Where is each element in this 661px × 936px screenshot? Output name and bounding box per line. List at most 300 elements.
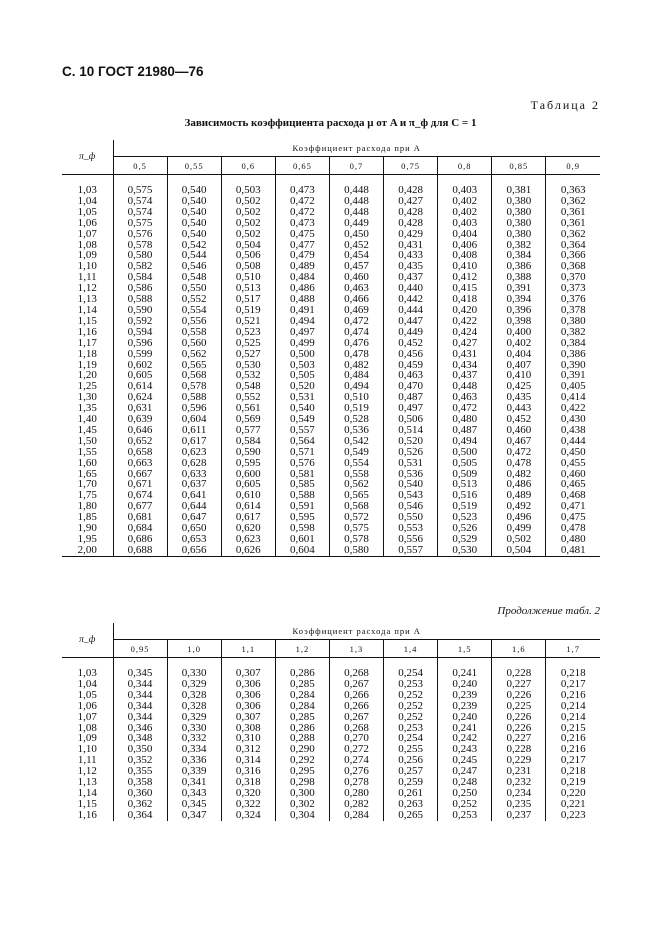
value-cell: 0,472 xyxy=(438,403,492,414)
value-cell: 0,480 xyxy=(546,534,600,545)
row-label-cell: 1,08 xyxy=(62,240,113,251)
value-cell: 0,580 xyxy=(127,249,153,262)
value-cell: 0,268 xyxy=(329,668,383,679)
value-cell: 0,425 xyxy=(492,381,546,392)
value-cell: 0,653 xyxy=(167,534,221,545)
table-row xyxy=(62,218,600,229)
column-header-row xyxy=(62,157,600,175)
value-cell: 0,428 xyxy=(384,185,438,196)
value-cell: 0,330 xyxy=(167,723,221,734)
data-table-2 xyxy=(62,623,600,821)
value-cell: 0,544 xyxy=(167,250,221,261)
value-cell: 0,240 xyxy=(438,712,492,723)
value-cell: 0,475 xyxy=(546,512,600,523)
row-label-cell: 1,25 xyxy=(62,381,113,392)
row-label-cell: 1,03 xyxy=(62,668,113,679)
value-cell: 0,257 xyxy=(384,766,438,777)
value-cell: 0,510 xyxy=(221,272,275,283)
value-cell: 0,523 xyxy=(438,512,492,523)
value-cell: 0,345 xyxy=(167,799,221,810)
value-cell: 0,400 xyxy=(492,327,546,338)
value-cell: 0,247 xyxy=(438,766,492,777)
value-cell: 0,298 xyxy=(275,777,329,788)
value-cell: 0,639 xyxy=(127,413,153,426)
value-cell: 0,241 xyxy=(438,668,492,679)
value-cell: 0,418 xyxy=(438,294,492,305)
value-cell: 0,320 xyxy=(221,788,275,799)
value-cell: 0,548 xyxy=(221,381,275,392)
value-cell: 0,519 xyxy=(221,305,275,316)
value-cell: 0,390 xyxy=(546,360,600,371)
row-label-cell: 1,16 xyxy=(62,810,113,821)
row-header: π_ф xyxy=(62,140,113,175)
value-cell: 0,549 xyxy=(329,447,383,458)
value-cell: 0,428 xyxy=(384,207,438,218)
value-cell: 0,500 xyxy=(275,349,329,360)
row-label-cell: 1,65 xyxy=(62,469,113,480)
value-cell: 0,536 xyxy=(329,425,383,436)
value-cell: 0,469 xyxy=(329,305,383,316)
value-cell: 0,347 xyxy=(167,810,221,821)
value-cell: 0,487 xyxy=(438,425,492,436)
value-cell: 0,261 xyxy=(384,788,438,799)
value-cell: 0,386 xyxy=(492,261,546,272)
row-label-cell: 1,60 xyxy=(62,458,113,469)
value-cell: 0,565 xyxy=(329,490,383,501)
value-cell: 0,472 xyxy=(492,447,546,458)
value-cell: 0,330 xyxy=(167,668,221,679)
value-cell: 0,388 xyxy=(492,272,546,283)
table-row xyxy=(62,458,600,469)
value-cell: 0,245 xyxy=(438,755,492,766)
value-cell: 0,259 xyxy=(384,777,438,788)
value-cell: 0,546 xyxy=(384,501,438,512)
value-cell: 0,466 xyxy=(329,294,383,305)
value-cell: 0,505 xyxy=(275,370,329,381)
value-cell: 0,489 xyxy=(275,261,329,272)
value-cell: 0,378 xyxy=(546,305,600,316)
value-cell: 0,450 xyxy=(329,229,383,240)
value-cell: 0,586 xyxy=(127,282,153,295)
value-cell: 0,428 xyxy=(384,218,438,229)
value-cell: 0,484 xyxy=(329,370,383,381)
value-cell: 0,382 xyxy=(546,327,600,338)
row-label-cell: 1,90 xyxy=(62,523,113,534)
value-cell: 0,617 xyxy=(167,436,221,447)
value-cell: 0,494 xyxy=(275,316,329,327)
column-header: 1,6 xyxy=(492,640,546,658)
value-cell: 0,285 xyxy=(275,712,329,723)
value-cell: 0,497 xyxy=(384,403,438,414)
row-label-cell: 1,18 xyxy=(62,349,113,360)
row-label-cell: 1,80 xyxy=(62,501,113,512)
value-cell: 0,328 xyxy=(167,701,221,712)
value-cell: 0,226 xyxy=(492,723,546,734)
row-label-cell: 1,05 xyxy=(62,207,113,218)
value-cell: 0,575 xyxy=(329,523,383,534)
value-cell: 0,448 xyxy=(329,207,383,218)
value-cell: 0,456 xyxy=(384,349,438,360)
value-cell: 0,454 xyxy=(329,250,383,261)
value-cell: 0,368 xyxy=(546,261,600,272)
row-label-cell: 1,55 xyxy=(62,447,113,458)
value-cell: 0,595 xyxy=(221,458,275,469)
value-cell: 0,265 xyxy=(384,810,438,821)
row-label-cell: 1,75 xyxy=(62,490,113,501)
value-cell: 0,526 xyxy=(438,523,492,534)
value-cell: 0,402 xyxy=(492,338,546,349)
value-cell: 0,472 xyxy=(329,316,383,327)
value-cell: 0,468 xyxy=(546,490,600,501)
table-row xyxy=(62,545,600,556)
value-cell: 0,424 xyxy=(438,327,492,338)
value-cell: 0,562 xyxy=(329,479,383,490)
column-header: 0,5 xyxy=(113,157,167,175)
value-cell: 0,471 xyxy=(546,501,600,512)
value-cell: 0,584 xyxy=(127,271,153,284)
row-label-cell: 1,15 xyxy=(62,316,113,327)
value-cell: 0,556 xyxy=(384,534,438,545)
value-cell: 0,568 xyxy=(329,501,383,512)
value-cell: 0,519 xyxy=(329,403,383,414)
row-label-cell: 1,04 xyxy=(62,196,113,207)
row-label-cell: 1,11 xyxy=(62,272,113,283)
value-cell: 0,276 xyxy=(329,766,383,777)
group-header: Коэффициент расхода при A xyxy=(113,623,600,640)
value-cell: 0,588 xyxy=(127,293,153,306)
value-cell: 0,476 xyxy=(329,338,383,349)
row-label-cell: 1,13 xyxy=(62,777,113,788)
value-cell: 0,520 xyxy=(275,381,329,392)
row-label-cell: 1,35 xyxy=(62,403,113,414)
value-cell: 0,492 xyxy=(492,501,546,512)
value-cell: 0,674 xyxy=(127,489,153,502)
value-cell: 0,361 xyxy=(546,207,600,218)
column-header: 0,9 xyxy=(546,157,600,175)
value-cell: 0,620 xyxy=(221,523,275,534)
value-cell: 0,332 xyxy=(167,733,221,744)
value-cell: 0,306 xyxy=(221,679,275,690)
value-cell: 0,380 xyxy=(546,316,600,327)
value-cell: 0,412 xyxy=(438,272,492,283)
value-cell: 0,267 xyxy=(329,679,383,690)
column-header: 1,7 xyxy=(546,640,600,658)
value-cell: 0,513 xyxy=(221,283,275,294)
value-cell: 0,686 xyxy=(127,533,153,545)
value-cell: 0,350 xyxy=(127,743,153,756)
value-cell: 0,652 xyxy=(127,434,153,447)
value-cell: 0,328 xyxy=(167,690,221,701)
value-cell: 0,448 xyxy=(329,196,383,207)
value-cell: 0,677 xyxy=(127,500,153,513)
table-title: Зависимость коэффициента расхода μ от A и π_ф для C = 1 xyxy=(184,117,477,129)
value-cell: 0,604 xyxy=(275,545,329,556)
value-cell: 0,408 xyxy=(438,250,492,261)
value-cell: 0,410 xyxy=(438,261,492,272)
value-cell: 0,506 xyxy=(221,250,275,261)
value-cell: 0,254 xyxy=(384,733,438,744)
value-cell: 0,481 xyxy=(546,545,600,556)
value-cell: 0,576 xyxy=(127,227,153,240)
value-cell: 0,422 xyxy=(438,316,492,327)
value-cell: 0,569 xyxy=(221,414,275,425)
value-cell: 0,502 xyxy=(221,196,275,207)
value-cell: 0,252 xyxy=(384,712,438,723)
value-cell: 0,594 xyxy=(127,325,153,338)
value-cell: 0,578 xyxy=(329,534,383,545)
row-label-cell: 1,15 xyxy=(62,799,113,810)
value-cell: 0,286 xyxy=(275,723,329,734)
value-cell: 0,467 xyxy=(492,436,546,447)
value-cell: 0,491 xyxy=(275,305,329,316)
value-cell: 0,482 xyxy=(329,360,383,371)
value-cell: 0,274 xyxy=(329,755,383,766)
row-label-cell: 1,08 xyxy=(62,723,113,734)
value-cell: 0,300 xyxy=(275,788,329,799)
value-cell: 0,272 xyxy=(329,744,383,755)
column-header: 0,6 xyxy=(221,157,275,175)
value-cell: 0,438 xyxy=(546,425,600,436)
column-header: 1,2 xyxy=(275,640,329,658)
table-row xyxy=(62,701,600,712)
value-cell: 0,221 xyxy=(546,799,600,810)
value-cell: 0,448 xyxy=(329,185,383,196)
value-cell: 0,427 xyxy=(438,338,492,349)
row-label-cell: 2,00 xyxy=(62,545,113,556)
value-cell: 0,403 xyxy=(438,185,492,196)
value-cell: 0,605 xyxy=(221,479,275,490)
value-cell: 0,549 xyxy=(275,414,329,425)
value-cell: 0,286 xyxy=(275,668,329,679)
value-cell: 0,234 xyxy=(492,788,546,799)
value-cell: 0,553 xyxy=(384,523,438,534)
value-cell: 0,482 xyxy=(492,469,546,480)
value-cell: 0,266 xyxy=(329,701,383,712)
value-cell: 0,216 xyxy=(546,733,600,744)
value-cell: 0,290 xyxy=(275,744,329,755)
value-cell: 0,623 xyxy=(221,534,275,545)
value-cell: 0,478 xyxy=(329,349,383,360)
value-cell: 0,540 xyxy=(167,196,221,207)
column-header: 1,5 xyxy=(438,640,492,658)
value-cell: 0,528 xyxy=(329,414,383,425)
value-cell: 0,355 xyxy=(127,765,153,778)
value-cell: 0,284 xyxy=(329,810,383,821)
value-cell: 0,472 xyxy=(275,196,329,207)
value-cell: 0,516 xyxy=(438,490,492,501)
value-cell: 0,574 xyxy=(127,205,153,218)
value-cell: 0,447 xyxy=(384,316,438,327)
value-cell: 0,427 xyxy=(384,196,438,207)
row-label-cell: 1,16 xyxy=(62,327,113,338)
value-cell: 0,457 xyxy=(329,261,383,272)
value-cell: 0,623 xyxy=(167,447,221,458)
row-label-cell: 1,09 xyxy=(62,250,113,261)
value-cell: 0,542 xyxy=(329,436,383,447)
row-label-cell: 1,04 xyxy=(62,679,113,690)
value-cell: 0,435 xyxy=(384,261,438,272)
value-cell: 0,344 xyxy=(127,677,153,690)
value-cell: 0,503 xyxy=(221,185,275,196)
value-cell: 0,295 xyxy=(275,766,329,777)
row-label-cell: 1,14 xyxy=(62,305,113,316)
value-cell: 0,248 xyxy=(438,777,492,788)
value-cell: 0,386 xyxy=(546,349,600,360)
value-cell: 0,617 xyxy=(221,512,275,523)
value-cell: 0,226 xyxy=(492,712,546,723)
value-cell: 0,550 xyxy=(384,512,438,523)
value-cell: 0,216 xyxy=(546,690,600,701)
value-cell: 0,240 xyxy=(438,679,492,690)
value-cell: 0,590 xyxy=(221,447,275,458)
value-cell: 0,217 xyxy=(546,755,600,766)
value-cell: 0,475 xyxy=(275,229,329,240)
value-cell: 0,422 xyxy=(546,403,600,414)
value-cell: 0,430 xyxy=(546,414,600,425)
value-cell: 0,497 xyxy=(275,327,329,338)
value-cell: 0,256 xyxy=(384,755,438,766)
value-cell: 0,316 xyxy=(221,766,275,777)
value-cell: 0,344 xyxy=(127,688,153,701)
row-label-cell: 1,85 xyxy=(62,512,113,523)
row-label-cell: 1,70 xyxy=(62,479,113,490)
table-label: Таблица 2 xyxy=(530,98,600,112)
table-row xyxy=(62,338,600,349)
value-cell: 0,582 xyxy=(127,260,153,273)
column-header: 0,85 xyxy=(492,157,546,175)
value-cell: 0,380 xyxy=(492,207,546,218)
value-cell: 0,588 xyxy=(167,392,221,403)
value-cell: 0,345 xyxy=(127,667,153,679)
value-cell: 0,344 xyxy=(127,710,153,723)
value-cell: 0,404 xyxy=(438,229,492,240)
value-cell: 0,556 xyxy=(167,316,221,327)
value-cell: 0,463 xyxy=(329,283,383,294)
value-cell: 0,681 xyxy=(127,511,153,524)
value-cell: 0,496 xyxy=(492,512,546,523)
value-cell: 0,448 xyxy=(438,381,492,392)
value-cell: 0,348 xyxy=(127,732,153,745)
value-cell: 0,633 xyxy=(167,469,221,480)
value-cell: 0,288 xyxy=(275,733,329,744)
value-cell: 0,596 xyxy=(127,336,153,349)
value-cell: 0,306 xyxy=(221,690,275,701)
value-cell: 0,671 xyxy=(127,478,153,491)
row-label-cell: 1,45 xyxy=(62,425,113,436)
value-cell: 0,637 xyxy=(167,479,221,490)
value-cell: 0,505 xyxy=(438,458,492,469)
row-label-cell: 1,11 xyxy=(62,755,113,766)
value-cell: 0,232 xyxy=(492,777,546,788)
value-cell: 0,494 xyxy=(438,436,492,447)
value-cell: 0,477 xyxy=(275,240,329,251)
value-cell: 0,449 xyxy=(384,327,438,338)
value-cell: 0,465 xyxy=(546,479,600,490)
value-cell: 0,595 xyxy=(275,512,329,523)
value-cell: 0,557 xyxy=(275,425,329,436)
table-row xyxy=(62,349,600,360)
value-cell: 0,546 xyxy=(167,261,221,272)
value-cell: 0,263 xyxy=(384,799,438,810)
column-header: 0,7 xyxy=(329,157,383,175)
value-cell: 0,517 xyxy=(221,294,275,305)
value-cell: 0,405 xyxy=(546,381,600,392)
value-cell: 0,510 xyxy=(329,392,383,403)
value-cell: 0,253 xyxy=(438,810,492,821)
value-cell: 0,486 xyxy=(275,283,329,294)
value-cell: 0,554 xyxy=(329,458,383,469)
value-cell: 0,429 xyxy=(384,229,438,240)
column-header: 0,65 xyxy=(275,157,329,175)
value-cell: 0,218 xyxy=(546,668,600,679)
value-cell: 0,307 xyxy=(221,668,275,679)
value-cell: 0,380 xyxy=(492,229,546,240)
row-header: π_ф xyxy=(62,623,113,658)
value-cell: 0,667 xyxy=(127,467,153,480)
value-cell: 0,364 xyxy=(546,240,600,251)
value-cell: 0,334 xyxy=(167,744,221,755)
value-cell: 0,310 xyxy=(221,733,275,744)
value-cell: 0,529 xyxy=(438,534,492,545)
value-cell: 0,282 xyxy=(329,799,383,810)
value-cell: 0,508 xyxy=(221,261,275,272)
value-cell: 0,362 xyxy=(546,196,600,207)
value-cell: 0,280 xyxy=(329,788,383,799)
value-cell: 0,577 xyxy=(221,425,275,436)
value-cell: 0,504 xyxy=(221,240,275,251)
value-cell: 0,520 xyxy=(384,436,438,447)
value-cell: 0,641 xyxy=(167,490,221,501)
value-cell: 0,599 xyxy=(127,347,153,360)
page-header: С. 10 ГОСТ 21980—76 xyxy=(62,64,204,79)
row-label-cell: 1,07 xyxy=(62,712,113,723)
row-label-cell: 1,13 xyxy=(62,294,113,305)
value-cell: 0,304 xyxy=(275,810,329,821)
value-cell: 0,268 xyxy=(329,723,383,734)
value-cell: 0,306 xyxy=(221,701,275,712)
row-label-cell: 1,17 xyxy=(62,338,113,349)
value-cell: 0,266 xyxy=(329,690,383,701)
value-cell: 0,267 xyxy=(329,712,383,723)
value-cell: 0,578 xyxy=(127,238,153,251)
value-cell: 0,557 xyxy=(384,545,438,556)
value-cell: 0,434 xyxy=(438,360,492,371)
value-cell: 0,403 xyxy=(438,218,492,229)
value-cell: 0,605 xyxy=(127,369,153,382)
column-header: 0,75 xyxy=(384,157,438,175)
value-cell: 0,504 xyxy=(492,545,546,556)
value-cell: 0,336 xyxy=(167,755,221,766)
value-cell: 0,285 xyxy=(275,679,329,690)
row-label-cell: 1,30 xyxy=(62,392,113,403)
value-cell: 0,329 xyxy=(167,712,221,723)
value-cell: 0,398 xyxy=(492,316,546,327)
value-cell: 0,361 xyxy=(546,218,600,229)
value-cell: 0,527 xyxy=(221,349,275,360)
value-cell: 0,575 xyxy=(127,184,153,196)
value-cell: 0,322 xyxy=(221,799,275,810)
value-cell: 0,656 xyxy=(167,545,221,556)
value-cell: 0,463 xyxy=(438,392,492,403)
value-cell: 0,391 xyxy=(546,370,600,381)
value-cell: 0,415 xyxy=(438,283,492,294)
value-cell: 0,253 xyxy=(384,723,438,734)
value-cell: 0,590 xyxy=(127,303,153,316)
value-cell: 0,452 xyxy=(329,240,383,251)
value-cell: 0,575 xyxy=(127,216,153,229)
value-cell: 0,229 xyxy=(492,755,546,766)
value-cell: 0,499 xyxy=(492,523,546,534)
